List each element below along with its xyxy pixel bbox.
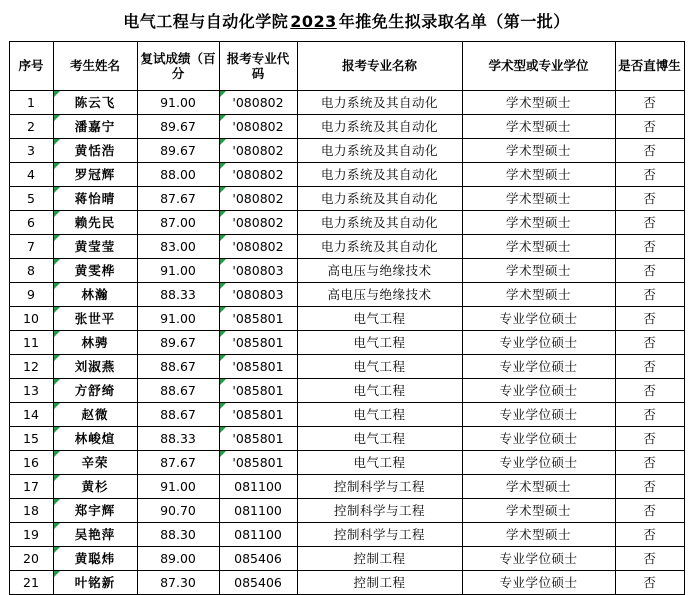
cell-name: 黄莹莹 xyxy=(53,235,137,259)
cell-major-name: 电力系统及其自动化 xyxy=(297,139,462,163)
cell-major-code: '085801 xyxy=(219,355,297,379)
cell-score: 91.00 xyxy=(137,475,219,499)
cell-name: 黄杉 xyxy=(53,475,137,499)
cell-score: 88.30 xyxy=(137,523,219,547)
cell-degree-type: 学术型硕士 xyxy=(462,115,615,139)
cell-direct-phd: 否 xyxy=(615,523,684,547)
cell-major-name: 电气工程 xyxy=(297,331,462,355)
cell-index: 7 xyxy=(9,235,53,259)
table-row xyxy=(9,91,684,115)
cell-direct-phd: 否 xyxy=(615,91,684,115)
cell-score: 88.67 xyxy=(137,379,219,403)
cell-index: 2 xyxy=(9,115,53,139)
cell-direct-phd: 否 xyxy=(615,259,684,283)
cell-name: 刘淑燕 xyxy=(53,355,137,379)
cell-index: 6 xyxy=(9,211,53,235)
cell-major-name: 控制工程 xyxy=(297,547,462,571)
cell-degree-type: 专业学位硕士 xyxy=(462,451,615,475)
title-suffix: 年推免生拟录取名单（第一批） xyxy=(338,12,570,31)
cell-degree-type: 专业学位硕士 xyxy=(462,547,615,571)
cell-major-code: 085406 xyxy=(219,571,297,595)
cell-index: 4 xyxy=(9,163,53,187)
cell-major-name: 控制工程 xyxy=(297,571,462,595)
cell-index: 18 xyxy=(9,499,53,523)
cell-name: 黄聪炜 xyxy=(53,547,137,571)
cell-major-name: 控制科学与工程 xyxy=(297,475,462,499)
cell-major-code: '080802 xyxy=(219,163,297,187)
table-row xyxy=(9,139,684,163)
table-row xyxy=(9,499,684,523)
cell-major-code: '080803 xyxy=(219,259,297,283)
table-header-row xyxy=(9,42,684,91)
cell-name: 林瀚 xyxy=(53,283,137,307)
cell-major-code: 085406 xyxy=(219,547,297,571)
column-header-index: 序号 xyxy=(9,42,53,91)
cell-major-code: '085801 xyxy=(219,451,297,475)
table-row xyxy=(9,187,684,211)
cell-index: 10 xyxy=(9,307,53,331)
table-row xyxy=(9,523,684,547)
table-row xyxy=(9,307,684,331)
cell-name: 罗冠辉 xyxy=(53,163,137,187)
cell-direct-phd: 否 xyxy=(615,355,684,379)
cell-degree-type: 专业学位硕士 xyxy=(462,307,615,331)
cell-direct-phd: 否 xyxy=(615,283,684,307)
table-row xyxy=(9,547,684,571)
cell-index: 3 xyxy=(9,139,53,163)
cell-major-name: 电力系统及其自动化 xyxy=(297,163,462,187)
cell-score: 88.33 xyxy=(137,283,219,307)
cell-score: 91.00 xyxy=(137,91,219,115)
cell-degree-type: 学术型硕士 xyxy=(462,475,615,499)
cell-direct-phd: 否 xyxy=(615,403,684,427)
cell-score: 87.67 xyxy=(137,451,219,475)
cell-index: 15 xyxy=(9,427,53,451)
title-year: 2023 xyxy=(290,12,337,31)
cell-degree-type: 专业学位硕士 xyxy=(462,403,615,427)
column-header-degree-type: 学术型或专业学位 xyxy=(462,42,615,91)
cell-major-name: 高电压与绝缘技术 xyxy=(297,283,462,307)
cell-index: 1 xyxy=(9,91,53,115)
cell-direct-phd: 否 xyxy=(615,571,684,595)
cell-index: 20 xyxy=(9,547,53,571)
cell-index: 12 xyxy=(9,355,53,379)
table-row xyxy=(9,451,684,475)
table-row xyxy=(9,379,684,403)
column-header-direct-phd: 是否直博生 xyxy=(615,42,684,91)
cell-score: 89.00 xyxy=(137,547,219,571)
cell-score: 83.00 xyxy=(137,235,219,259)
cell-direct-phd: 否 xyxy=(615,331,684,355)
cell-name: 叶铭新 xyxy=(53,571,137,595)
cell-major-code: '080802 xyxy=(219,115,297,139)
column-header-name: 考生姓名 xyxy=(53,42,137,91)
cell-name: 陈云飞 xyxy=(53,91,137,115)
table-row xyxy=(9,571,684,595)
cell-score: 88.67 xyxy=(137,355,219,379)
cell-name: 黄恬浩 xyxy=(53,139,137,163)
cell-major-code: 081100 xyxy=(219,523,297,547)
title-prefix: 电气工程与自动化学院 xyxy=(123,12,289,31)
cell-direct-phd: 否 xyxy=(615,307,684,331)
cell-score: 87.30 xyxy=(137,571,219,595)
cell-index: 16 xyxy=(9,451,53,475)
cell-degree-type: 学术型硕士 xyxy=(462,283,615,307)
cell-degree-type: 专业学位硕士 xyxy=(462,355,615,379)
cell-direct-phd: 否 xyxy=(615,139,684,163)
cell-index: 9 xyxy=(9,283,53,307)
cell-major-name: 电力系统及其自动化 xyxy=(297,235,462,259)
cell-degree-type: 学术型硕士 xyxy=(462,211,615,235)
cell-major-name: 高电压与绝缘技术 xyxy=(297,259,462,283)
cell-name: 潘嘉宁 xyxy=(53,115,137,139)
table-row xyxy=(9,163,684,187)
cell-degree-type: 学术型硕士 xyxy=(462,163,615,187)
table-row xyxy=(9,211,684,235)
cell-score: 89.67 xyxy=(137,331,219,355)
table-row xyxy=(9,355,684,379)
table-row xyxy=(9,331,684,355)
cell-major-code: '085801 xyxy=(219,307,297,331)
cell-name: 张世平 xyxy=(53,307,137,331)
cell-major-name: 电气工程 xyxy=(297,403,462,427)
cell-major-code: '085801 xyxy=(219,427,297,451)
cell-index: 13 xyxy=(9,379,53,403)
cell-major-name: 电力系统及其自动化 xyxy=(297,115,462,139)
cell-major-code: '085801 xyxy=(219,331,297,355)
cell-name: 黄雯桦 xyxy=(53,259,137,283)
table-row xyxy=(9,115,684,139)
cell-major-code: '080802 xyxy=(219,235,297,259)
cell-index: 8 xyxy=(9,259,53,283)
page-title xyxy=(0,0,693,41)
cell-major-code: 081100 xyxy=(219,475,297,499)
cell-direct-phd: 否 xyxy=(615,547,684,571)
cell-score: 89.67 xyxy=(137,115,219,139)
cell-score: 91.00 xyxy=(137,307,219,331)
cell-index: 5 xyxy=(9,187,53,211)
cell-score: 87.67 xyxy=(137,187,219,211)
table-row xyxy=(9,475,684,499)
cell-major-name: 电力系统及其自动化 xyxy=(297,211,462,235)
table-row xyxy=(9,427,684,451)
cell-name: 林骋 xyxy=(53,331,137,355)
cell-index: 17 xyxy=(9,475,53,499)
cell-name: 辛荣 xyxy=(53,451,137,475)
cell-index: 19 xyxy=(9,523,53,547)
cell-direct-phd: 否 xyxy=(615,451,684,475)
cell-name: 赵微 xyxy=(53,403,137,427)
cell-degree-type: 专业学位硕士 xyxy=(462,379,615,403)
cell-direct-phd: 否 xyxy=(615,211,684,235)
cell-direct-phd: 否 xyxy=(615,163,684,187)
cell-name: 林峻煊 xyxy=(53,427,137,451)
cell-major-name: 电力系统及其自动化 xyxy=(297,187,462,211)
cell-degree-type: 专业学位硕士 xyxy=(462,427,615,451)
column-header-score: 复试成绩（百分 xyxy=(137,42,219,91)
table-body xyxy=(9,91,684,595)
cell-major-code: 081100 xyxy=(219,499,297,523)
table-row xyxy=(9,283,684,307)
cell-major-name: 电气工程 xyxy=(297,307,462,331)
cell-score: 90.70 xyxy=(137,499,219,523)
cell-direct-phd: 否 xyxy=(615,427,684,451)
cell-direct-phd: 否 xyxy=(615,235,684,259)
column-header-major-name: 报考专业名称 xyxy=(297,42,462,91)
cell-score: 91.00 xyxy=(137,259,219,283)
cell-direct-phd: 否 xyxy=(615,499,684,523)
cell-degree-type: 学术型硕士 xyxy=(462,235,615,259)
cell-degree-type: 学术型硕士 xyxy=(462,259,615,283)
cell-degree-type: 专业学位硕士 xyxy=(462,571,615,595)
admission-list-table xyxy=(9,41,685,595)
table-row xyxy=(9,403,684,427)
cell-score: 88.67 xyxy=(137,403,219,427)
cell-degree-type: 学术型硕士 xyxy=(462,139,615,163)
cell-score: 87.00 xyxy=(137,211,219,235)
cell-name: 赖先民 xyxy=(53,211,137,235)
cell-major-code: '080802 xyxy=(219,139,297,163)
cell-major-name: 电气工程 xyxy=(297,379,462,403)
cell-major-name: 控制科学与工程 xyxy=(297,499,462,523)
cell-index: 14 xyxy=(9,403,53,427)
table-row xyxy=(9,235,684,259)
cell-index: 21 xyxy=(9,571,53,595)
table-row xyxy=(9,259,684,283)
cell-index: 11 xyxy=(9,331,53,355)
cell-degree-type: 学术型硕士 xyxy=(462,91,615,115)
cell-name: 方舒绮 xyxy=(53,379,137,403)
cell-direct-phd: 否 xyxy=(615,187,684,211)
cell-major-code: '085801 xyxy=(219,379,297,403)
cell-major-name: 电气工程 xyxy=(297,451,462,475)
cell-degree-type: 专业学位硕士 xyxy=(462,331,615,355)
cell-major-code: '080802 xyxy=(219,211,297,235)
cell-name: 蒋怡晴 xyxy=(53,187,137,211)
column-header-major-code: 报考专业代码 xyxy=(219,42,297,91)
cell-major-name: 电气工程 xyxy=(297,427,462,451)
cell-name: 郑宇辉 xyxy=(53,499,137,523)
cell-degree-type: 学术型硕士 xyxy=(462,187,615,211)
cell-direct-phd: 否 xyxy=(615,379,684,403)
cell-name: 吴艳萍 xyxy=(53,523,137,547)
cell-score: 88.00 xyxy=(137,163,219,187)
cell-major-name: 电气工程 xyxy=(297,355,462,379)
cell-major-code: '085801 xyxy=(219,403,297,427)
cell-direct-phd: 否 xyxy=(615,475,684,499)
cell-major-code: '080802 xyxy=(219,91,297,115)
cell-direct-phd: 否 xyxy=(615,115,684,139)
cell-score: 89.67 xyxy=(137,139,219,163)
cell-major-code: '080802 xyxy=(219,187,297,211)
cell-score: 88.33 xyxy=(137,427,219,451)
cell-major-code: '080803 xyxy=(219,283,297,307)
cell-major-name: 电力系统及其自动化 xyxy=(297,91,462,115)
cell-degree-type: 学术型硕士 xyxy=(462,523,615,547)
cell-degree-type: 学术型硕士 xyxy=(462,499,615,523)
cell-major-name: 控制科学与工程 xyxy=(297,523,462,547)
